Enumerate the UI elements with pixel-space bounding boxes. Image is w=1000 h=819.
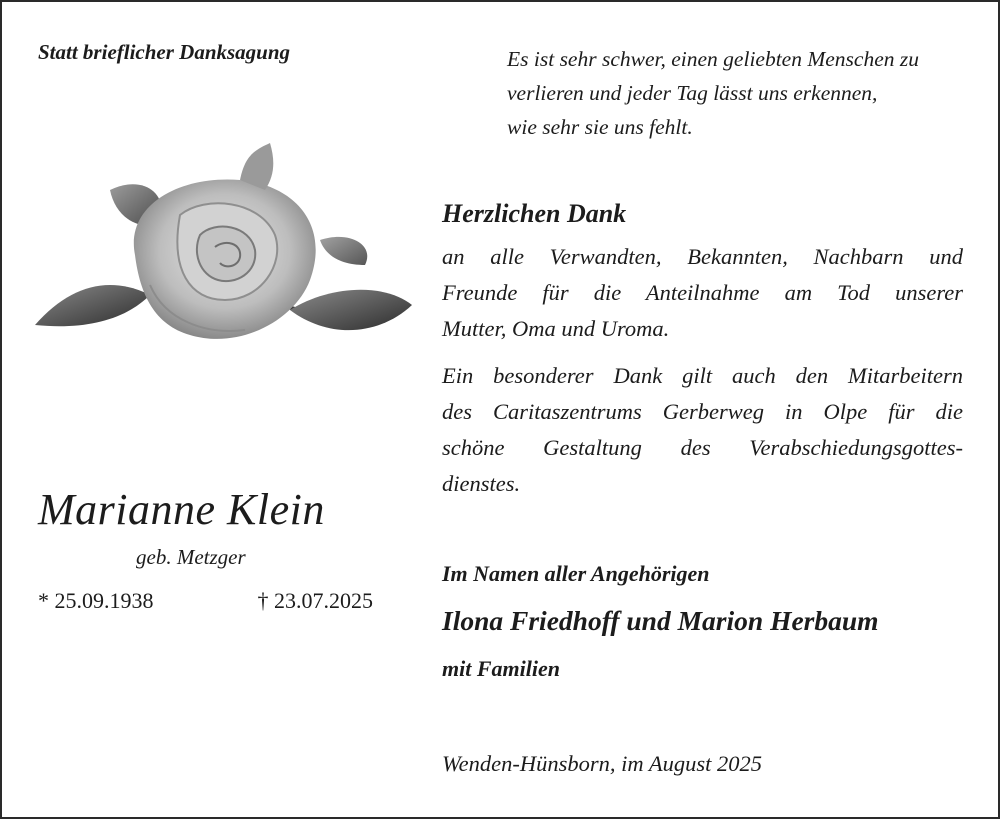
notice-header: Statt brieflicher Danksagung bbox=[38, 40, 291, 64]
birth-date: * 25.09.1938 bbox=[38, 588, 154, 613]
rose-icon bbox=[30, 135, 415, 365]
paragraph-line: des Caritaszentrums Gerberweg in Olpe für die bbox=[442, 399, 963, 424]
signers-suffix: mit Familien bbox=[442, 656, 560, 681]
thanks-heading: Herzlichen Dank bbox=[442, 199, 627, 228]
paragraph-line: schöne Gestaltung des Verabschiedungsgottes- bbox=[442, 435, 963, 460]
motto-line: wie sehr sie uns fehlt. bbox=[507, 115, 693, 139]
signed-intro: Im Namen aller Angehörigen bbox=[442, 561, 710, 586]
paragraph-line: Mutter, Oma und Uroma. bbox=[442, 316, 670, 341]
special-thanks-paragraph bbox=[442, 358, 963, 502]
paragraph-line: Freunde für die Anteilnahme am Tod unserer bbox=[442, 280, 963, 305]
deceased-name: Marianne Klein bbox=[38, 485, 325, 534]
place-date: Wenden-Hünsborn, im August 2025 bbox=[442, 751, 762, 776]
motto-line: Es ist sehr schwer, einen geliebten Menschen zu bbox=[507, 47, 919, 71]
life-dates bbox=[38, 588, 373, 614]
death-date: † 23.07.2025 bbox=[257, 588, 373, 613]
paragraph-line: dienstes. bbox=[442, 471, 521, 496]
paragraph-line: Ein besonderer Dank gilt auch den Mitarbeitern bbox=[442, 363, 963, 388]
thanks-paragraph bbox=[442, 239, 963, 347]
motto-line: verlieren und jeder Tag lässt uns erkennen, bbox=[507, 81, 878, 105]
motto-quote bbox=[507, 42, 977, 144]
maiden-name: geb. Metzger bbox=[136, 545, 246, 569]
signers: Ilona Friedhoff und Marion Herbaum bbox=[442, 605, 879, 636]
paragraph-line: an alle Verwandten, Bekannten, Nachbarn und bbox=[442, 244, 963, 269]
